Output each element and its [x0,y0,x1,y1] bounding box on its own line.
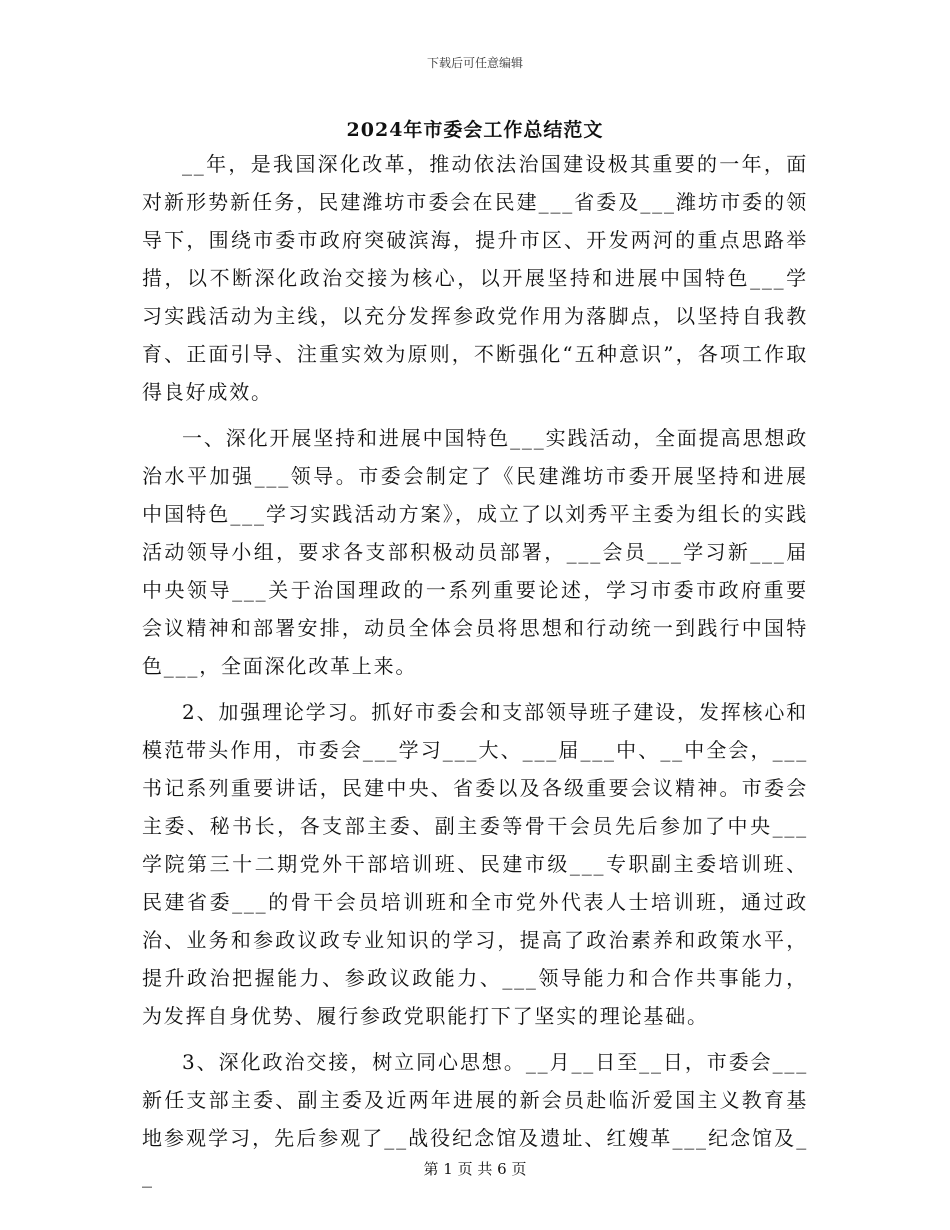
document-body [142,145,808,1203]
header-note: 下载后可任意编辑 [426,56,523,70]
paragraph-section-2: 2、加强理论学习。抓好市委会和支部领导班子建设，发挥核心和模范带头作用，市委会___学习___大、___届___中、__中全会，___书记系列重要讲话，民建中央、省委以及各级重要会议精神。市委会主委、秘书长，各支部主委、副主委等骨干会员先后参加了中央___学院第三十二期党外干部培训班、民建市级___专职副主委培训班、民建省委___的骨干会员培训班和全市党外代表人士培训班，通过政治、业务和参政议政专业知识的学习，提高了政治素养和政策水平，提升政治把握能力、参政议政能力、___领导能力和合作共事能力，为发挥自身优势、履行参政党职能打下了坚实的理论基础。 [142,700,808,1028]
paragraph-section-1: 一、深化开展坚持和进展中国特色___实践活动，全面提高思想政治水平加强___领导。市委会制定了《民建潍坊市委开展坚持和进展中国特色___学习实践活动方案》，成立了以刘秀平主委为组长的实践活动领导小组，要求各支部积极动员部署，___会员___学习新___届中央领导___关于治国理政的一系列重要论述，学习市委市政府重要会议精神和部署安排，动员全体会员将思想和行动统一到践行中国特色___，全面深化改革上来。 [142,426,808,678]
paragraph-section-3: 3、深化政治交接，树立同心思想。__月__日至__日，市委会___新任支部主委、副主委及近两年进展的新会员赴临沂爱国主义教育基地参观学习，先后参观了__战役纪念馆及遗址、红嫂革___纪念馆及__ [142,1050,808,1188]
paragraph-intro: __年，是我国深化改革，推动依法治国建设极其重要的一年，面对新形势新任务，民建潍坊市委会在民建___省委及___潍坊市委的领导下，围绕市委市政府突破滨海，提升市区、开发两河的重点思路举措，以不断深化政治交接为核心，以开展坚持和进展中国特色___学习实践活动为主线，以充分发挥参政党作用为落脚点，以坚持自我教育、正面引导、注重实效为原则，不断强化“五种意识”，各项工作取得良好成效。 [142,152,808,404]
page-indicator: 第 1 页 共 6 页 [423,1160,527,1178]
document-title: 2024年市委会工作总结范文 [346,119,604,141]
